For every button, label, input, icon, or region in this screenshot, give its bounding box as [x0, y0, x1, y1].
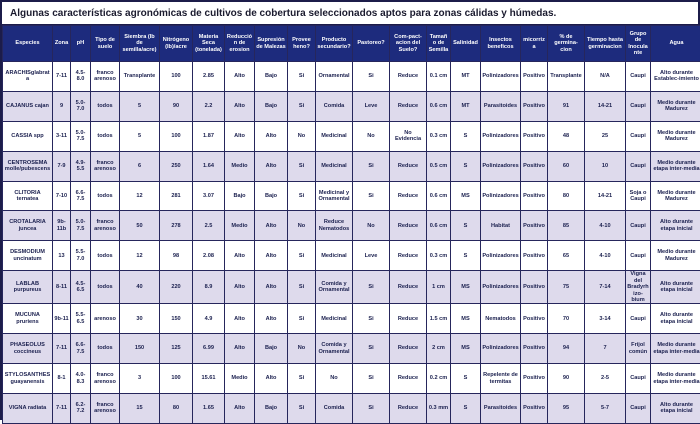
table-cell: Polinizadores	[481, 62, 521, 92]
table-cell: Alto durante Establec-imiento	[651, 62, 700, 92]
table-cell: Medio durante Madurez	[651, 241, 700, 271]
table-cell: 95	[548, 394, 585, 424]
table-cell: 2.5	[193, 211, 225, 241]
table-cell: 12	[120, 241, 160, 271]
table-cell: Transplante	[548, 62, 585, 92]
column-header: Insectos beneficos	[481, 26, 521, 62]
table-cell: 0.3 mm	[427, 394, 451, 424]
table-cell: MS	[451, 334, 481, 364]
table-cell: 4-10	[585, 241, 626, 271]
table-cell: Positivo	[521, 394, 548, 424]
table-cell: Polinizadores	[481, 151, 521, 181]
table-cell: Si	[288, 304, 316, 334]
table-cell: Reduce	[390, 241, 427, 271]
table-cell: 150	[160, 304, 193, 334]
table-cell: Alto	[225, 334, 255, 364]
table-row	[3, 394, 700, 424]
table-cell: todos	[91, 181, 120, 211]
table-cell: 0.3 cm	[427, 121, 451, 151]
table-cell: 4.9	[193, 304, 225, 334]
column-header: Producto secundario?	[316, 26, 353, 62]
table-cell: Medicinal	[316, 121, 353, 151]
column-header: Nitrógeno (lb)/acre	[160, 26, 193, 62]
table-cell: 2-5	[585, 364, 626, 394]
table-cell: 7-14	[585, 271, 626, 304]
table-cell: Repelente de termitas	[481, 364, 521, 394]
column-header: Tipo de suelo	[91, 26, 120, 62]
table-cell: Polinizadores	[481, 334, 521, 364]
column-header: Provee heno?	[288, 26, 316, 62]
table-cell: No	[353, 211, 390, 241]
column-header: Agua	[651, 26, 700, 62]
table-cell: 5	[120, 91, 160, 121]
table-cell: 40	[120, 271, 160, 304]
table-cell: 100	[160, 62, 193, 92]
table-cell: Positivo	[521, 121, 548, 151]
table-cell: Reduce	[390, 181, 427, 211]
table-cell: 4.5-6.5	[71, 271, 91, 304]
table-cell: 9	[53, 91, 71, 121]
table-cell: franco arenoso	[91, 364, 120, 394]
table-cell: 125	[160, 334, 193, 364]
table-cell: 5.5-7.0	[71, 241, 91, 271]
table-cell: Positivo	[521, 271, 548, 304]
table-cell: Comida	[316, 91, 353, 121]
table-cell: Alto	[225, 394, 255, 424]
table-cell: No Evidencia	[390, 121, 427, 151]
column-header: micorriza	[521, 26, 548, 62]
table-cell: Alto	[255, 151, 288, 181]
table-cell: Alto	[225, 241, 255, 271]
table-cell: 15.61	[193, 364, 225, 394]
table-row	[3, 62, 700, 92]
column-header: Tamaño de Semilla	[427, 26, 451, 62]
table-cell: 85	[548, 211, 585, 241]
column-header: Com-pact-acion del Suelo?	[390, 26, 427, 62]
table-cell: 4.0-8.3	[71, 364, 91, 394]
table-cell: 250	[160, 151, 193, 181]
table-cell: Alto	[225, 304, 255, 334]
table-cell: No	[288, 121, 316, 151]
table-cell: Caupi	[626, 364, 651, 394]
table-cell: 6.6-7.5	[71, 334, 91, 364]
column-header: Tiempo hasta germinacion	[585, 26, 626, 62]
table-cell: 8-11	[53, 271, 71, 304]
table-cell: Medicinal y Ornamental	[316, 181, 353, 211]
table-cell: Alto durante etapa inicial	[651, 304, 700, 334]
table-cell: Reduce	[390, 304, 427, 334]
table-cell: Reduce	[390, 151, 427, 181]
species-cell: CASSIA spp	[3, 121, 53, 151]
table-cell: S	[451, 241, 481, 271]
table-cell: 1.65	[193, 394, 225, 424]
table-cell: Si	[353, 151, 390, 181]
table-cell: 14-21	[585, 91, 626, 121]
table-cell: 9b-11	[53, 304, 71, 334]
column-header: Especies	[3, 26, 53, 62]
table-cell: 100	[160, 121, 193, 151]
table-cell: 3.07	[193, 181, 225, 211]
species-cell: LABLAB purpureus	[3, 271, 53, 304]
table-cell: 90	[548, 364, 585, 394]
table-cell: Positivo	[521, 364, 548, 394]
table-cell: Medio durante Madurez	[651, 91, 700, 121]
table-cell: Medio durante Madurez	[651, 121, 700, 151]
table-cell: 10	[585, 151, 626, 181]
table-cell: 0.3 cm	[427, 241, 451, 271]
table-cell: Positivo	[521, 91, 548, 121]
table-row	[3, 304, 700, 334]
table-cell: 2.85	[193, 62, 225, 92]
table-cell: Si	[288, 151, 316, 181]
table-cell: 80	[548, 181, 585, 211]
table-cell: Bajo	[255, 181, 288, 211]
table-cell: No	[316, 364, 353, 394]
table-cell: Caupi	[626, 151, 651, 181]
table-cell: S	[451, 394, 481, 424]
table-cell: Si	[353, 271, 390, 304]
table-cell: Alto	[225, 91, 255, 121]
table-cell: 70	[548, 304, 585, 334]
column-header: pH	[71, 26, 91, 62]
table-cell: Positivo	[521, 241, 548, 271]
column-header: Salinidad	[451, 26, 481, 62]
table-cell: S	[451, 151, 481, 181]
table-cell: Medio durante Madurez	[651, 181, 700, 211]
table-cell: 60	[548, 151, 585, 181]
table-cell: Si	[353, 364, 390, 394]
table-cell: Alto	[255, 364, 288, 394]
table-cell: Medicinal	[316, 304, 353, 334]
species-cell: DESMODIUM uncinatum	[3, 241, 53, 271]
column-header: Supresión de Malezas	[255, 26, 288, 62]
crops-table	[2, 25, 700, 424]
table-cell: Reduce	[390, 271, 427, 304]
species-cell: PHASEOLUS coccineus	[3, 334, 53, 364]
table-cell: todos	[91, 121, 120, 151]
table-cell: 278	[160, 211, 193, 241]
table-cell: Positivo	[521, 181, 548, 211]
table-cell: Alto	[255, 121, 288, 151]
table-cell: 5.0-7.5	[71, 121, 91, 151]
table-cell: 7-10	[53, 181, 71, 211]
table-cell: Alto	[255, 211, 288, 241]
table-cell: 1 cm	[427, 271, 451, 304]
table-cell: Leve	[353, 91, 390, 121]
table-cell: 3-11	[53, 121, 71, 151]
species-cell: ARACHISglabrata	[3, 62, 53, 92]
table-header	[3, 26, 700, 62]
table-cell: Positivo	[521, 334, 548, 364]
table-cell: Transplante	[120, 62, 160, 92]
table-row	[3, 364, 700, 394]
table-cell: 4.9-5.5	[71, 151, 91, 181]
table-cell: 91	[548, 91, 585, 121]
table-cell: 3-14	[585, 304, 626, 334]
table-cell: Medio	[225, 364, 255, 394]
table-cell: 6.2-7.2	[71, 394, 91, 424]
table-cell: Si	[288, 181, 316, 211]
table-cell: Parasitoides	[481, 394, 521, 424]
table-cell: 6	[120, 151, 160, 181]
table-cell: 50	[120, 211, 160, 241]
column-header: % de germina-cion	[548, 26, 585, 62]
table-cell: Vigna del Bradyrhizo-bium	[626, 271, 651, 304]
table-cell: Medio durante etapa inter-media	[651, 334, 700, 364]
table-cell: Bajo	[225, 181, 255, 211]
table-row	[3, 91, 700, 121]
table-cell: 8-1	[53, 364, 71, 394]
table-cell: 0.6 cm	[427, 181, 451, 211]
table-cell: 30	[120, 304, 160, 334]
table-row	[3, 211, 700, 241]
table-cell: Si	[288, 241, 316, 271]
table-cell: Alto	[225, 121, 255, 151]
table-cell: franco arenoso	[91, 151, 120, 181]
table-cell: Bajo	[255, 91, 288, 121]
table-cell: MT	[451, 62, 481, 92]
table-cell: 13	[53, 241, 71, 271]
table-cell: 5.0-7.5	[71, 211, 91, 241]
table-cell: 9b-11b	[53, 211, 71, 241]
table-cell: 4-10	[585, 211, 626, 241]
table-cell: Polinizadores	[481, 121, 521, 151]
table-cell: 2 cm	[427, 334, 451, 364]
table-cell: 100	[160, 364, 193, 394]
table-cell: Polinizadores	[481, 241, 521, 271]
table-cell: Medio durante etapa inter-media	[651, 364, 700, 394]
table-cell: 15	[120, 394, 160, 424]
table-cell: Medicinal	[316, 241, 353, 271]
table-cell: S	[451, 121, 481, 151]
table-cell: todos	[91, 271, 120, 304]
table-cell: Caupi	[626, 304, 651, 334]
table-cell: Caupi	[626, 91, 651, 121]
table-cell: MT	[451, 91, 481, 121]
table-cell: 7	[585, 334, 626, 364]
species-cell: STYLOSANTHES guayanensis	[3, 364, 53, 394]
table-row	[3, 271, 700, 304]
table-row	[3, 151, 700, 181]
table-row	[3, 181, 700, 211]
table-cell: Positivo	[521, 62, 548, 92]
table-title-bar	[2, 2, 698, 25]
table-cell: Si	[353, 181, 390, 211]
table-cell: 2.2	[193, 91, 225, 121]
table-cell: Caupi	[626, 211, 651, 241]
table-cell: Si	[288, 394, 316, 424]
table-cell: 80	[160, 394, 193, 424]
table-cell: 5.5-6.5	[71, 304, 91, 334]
table-cell: Medio	[225, 151, 255, 181]
table-cell: Medicinal	[316, 151, 353, 181]
species-cell: CAJANUS cajan	[3, 91, 53, 121]
table-cell: todos	[91, 334, 120, 364]
column-header: Reducción de erosion	[225, 26, 255, 62]
table-cell: Reduce	[390, 62, 427, 92]
table-cell: MS	[451, 181, 481, 211]
table-cell: Comida	[316, 394, 353, 424]
table-title: Algunas características agronómicas de cultivos de cobertura seleccionados aptos para zonas cálidas y húmedas.	[10, 8, 556, 19]
table-cell: No	[288, 334, 316, 364]
table-cell: 90	[160, 91, 193, 121]
table-cell: Reduce	[390, 394, 427, 424]
table-cell: Ornamental	[316, 62, 353, 92]
table-cell: 2.08	[193, 241, 225, 271]
table-cell: Caupi	[626, 62, 651, 92]
table-cell: Alto durante etapa inicial	[651, 394, 700, 424]
table-cell: Positivo	[521, 304, 548, 334]
table-cell: 150	[120, 334, 160, 364]
table-row	[3, 121, 700, 151]
table-cell: 7-11	[53, 62, 71, 92]
species-cell: CLITORIA ternatea	[3, 181, 53, 211]
table-cell: 220	[160, 271, 193, 304]
table-row	[3, 334, 700, 364]
table-cell: 48	[548, 121, 585, 151]
table-cell: 14-21	[585, 181, 626, 211]
table-cell: 4.5-8.0	[71, 62, 91, 92]
table-body	[3, 62, 700, 424]
table-cell: Parasitoides	[481, 91, 521, 121]
table-cell: 1.87	[193, 121, 225, 151]
table-cell: 0.2 cm	[427, 364, 451, 394]
table-cell: N/A	[585, 62, 626, 92]
table-cell: arenoso	[91, 304, 120, 334]
table-cell: No	[353, 121, 390, 151]
table-cell: Bajo	[255, 394, 288, 424]
table-cell: Caupi	[626, 394, 651, 424]
table-cell: Polinizadores	[481, 181, 521, 211]
table-cell: Reduce	[390, 91, 427, 121]
table-cell: Si	[288, 91, 316, 121]
table-cell: Nematodos	[481, 304, 521, 334]
table-cell: 5-7	[585, 394, 626, 424]
table-cell: Medio durante etapa inter-media	[651, 151, 700, 181]
table-cell: Alto	[255, 271, 288, 304]
table-cell: Caupi	[626, 241, 651, 271]
table-cell: No	[288, 211, 316, 241]
table-cell: Comida y Ornamental	[316, 334, 353, 364]
table-cell: Leve	[353, 241, 390, 271]
table-cell: Si	[288, 364, 316, 394]
table-cell: Frijol común	[626, 334, 651, 364]
table-cell: Comida y Ornamental	[316, 271, 353, 304]
table-cell: Alto	[225, 62, 255, 92]
table-cell: 3	[120, 364, 160, 394]
table-cell: franco arenoso	[91, 394, 120, 424]
table-cell: Si	[353, 62, 390, 92]
header-row	[3, 26, 700, 62]
table-cell: 94	[548, 334, 585, 364]
table-cell: Si	[353, 304, 390, 334]
table-cell: todos	[91, 241, 120, 271]
column-header: Materia Seca (tonelada)	[193, 26, 225, 62]
table-cell: Si	[353, 334, 390, 364]
table-cell: Bajo	[255, 62, 288, 92]
table-cell: 5	[120, 121, 160, 151]
table-cell: Reduce	[390, 364, 427, 394]
table-cell: Caupi	[626, 121, 651, 151]
table-cell: 1.5 cm	[427, 304, 451, 334]
table-cell: 8.9	[193, 271, 225, 304]
table-cell: Alto durante etapa inicial	[651, 271, 700, 304]
table-cell: 7-11	[53, 394, 71, 424]
table-cell: Polinizadores	[481, 271, 521, 304]
table-cell: 98	[160, 241, 193, 271]
table-cell: Alto	[255, 241, 288, 271]
table-cell: 0.5 cm	[427, 151, 451, 181]
table-row	[3, 241, 700, 271]
table-cell: franco arenoso	[91, 211, 120, 241]
table-cell: Si	[288, 271, 316, 304]
table-cell: Alto durante etapa inicial	[651, 211, 700, 241]
table-cell: 75	[548, 271, 585, 304]
table-cell: todos	[91, 91, 120, 121]
table-cell: 281	[160, 181, 193, 211]
table-cell: 0.6 cm	[427, 211, 451, 241]
table-cell: S	[451, 211, 481, 241]
species-cell: CENTROSEMA molle/pubescens	[3, 151, 53, 181]
species-cell: MUCUNA pruriens	[3, 304, 53, 334]
column-header: Siembra (lb de semilla/acre)	[120, 26, 160, 62]
species-cell: CROTALARIA juncea	[3, 211, 53, 241]
table-cell: 6.99	[193, 334, 225, 364]
table-cell: 5.0-7.0	[71, 91, 91, 121]
table-cell: 0.6 cm	[427, 91, 451, 121]
table-cell: MS	[451, 271, 481, 304]
table-cell: 6.6-7.5	[71, 181, 91, 211]
species-cell: VIGNA radiata	[3, 394, 53, 424]
table-cell: Soja o Caupi	[626, 181, 651, 211]
table-cell: Positivo	[521, 151, 548, 181]
table-cell: MS	[451, 304, 481, 334]
table-cell: 12	[120, 181, 160, 211]
table-cell: S	[451, 364, 481, 394]
table-cell: franco arenoso	[91, 62, 120, 92]
column-header: Pastoreo?	[353, 26, 390, 62]
table-cell: Si	[288, 62, 316, 92]
table-cell: Reduce	[390, 334, 427, 364]
table-cell: 1.64	[193, 151, 225, 181]
table-cell: 65	[548, 241, 585, 271]
table-cell: Reduce Nematodos	[316, 211, 353, 241]
table-cell: Bajo	[255, 334, 288, 364]
column-header: Zona	[53, 26, 71, 62]
column-header: Grupo de Inoculante	[626, 26, 651, 62]
table-cell: 7-11	[53, 334, 71, 364]
table-cell: Habitat	[481, 211, 521, 241]
table-cell: Alto	[225, 271, 255, 304]
table-cell: Alto	[255, 304, 288, 334]
table-cell: Reduce	[390, 211, 427, 241]
table-cell: 25	[585, 121, 626, 151]
table-cell: Medio	[225, 211, 255, 241]
table-cell: 7-9	[53, 151, 71, 181]
table-cell: 0.1 cm	[427, 62, 451, 92]
table-cell: Si	[353, 394, 390, 424]
table-cell: Positivo	[521, 211, 548, 241]
